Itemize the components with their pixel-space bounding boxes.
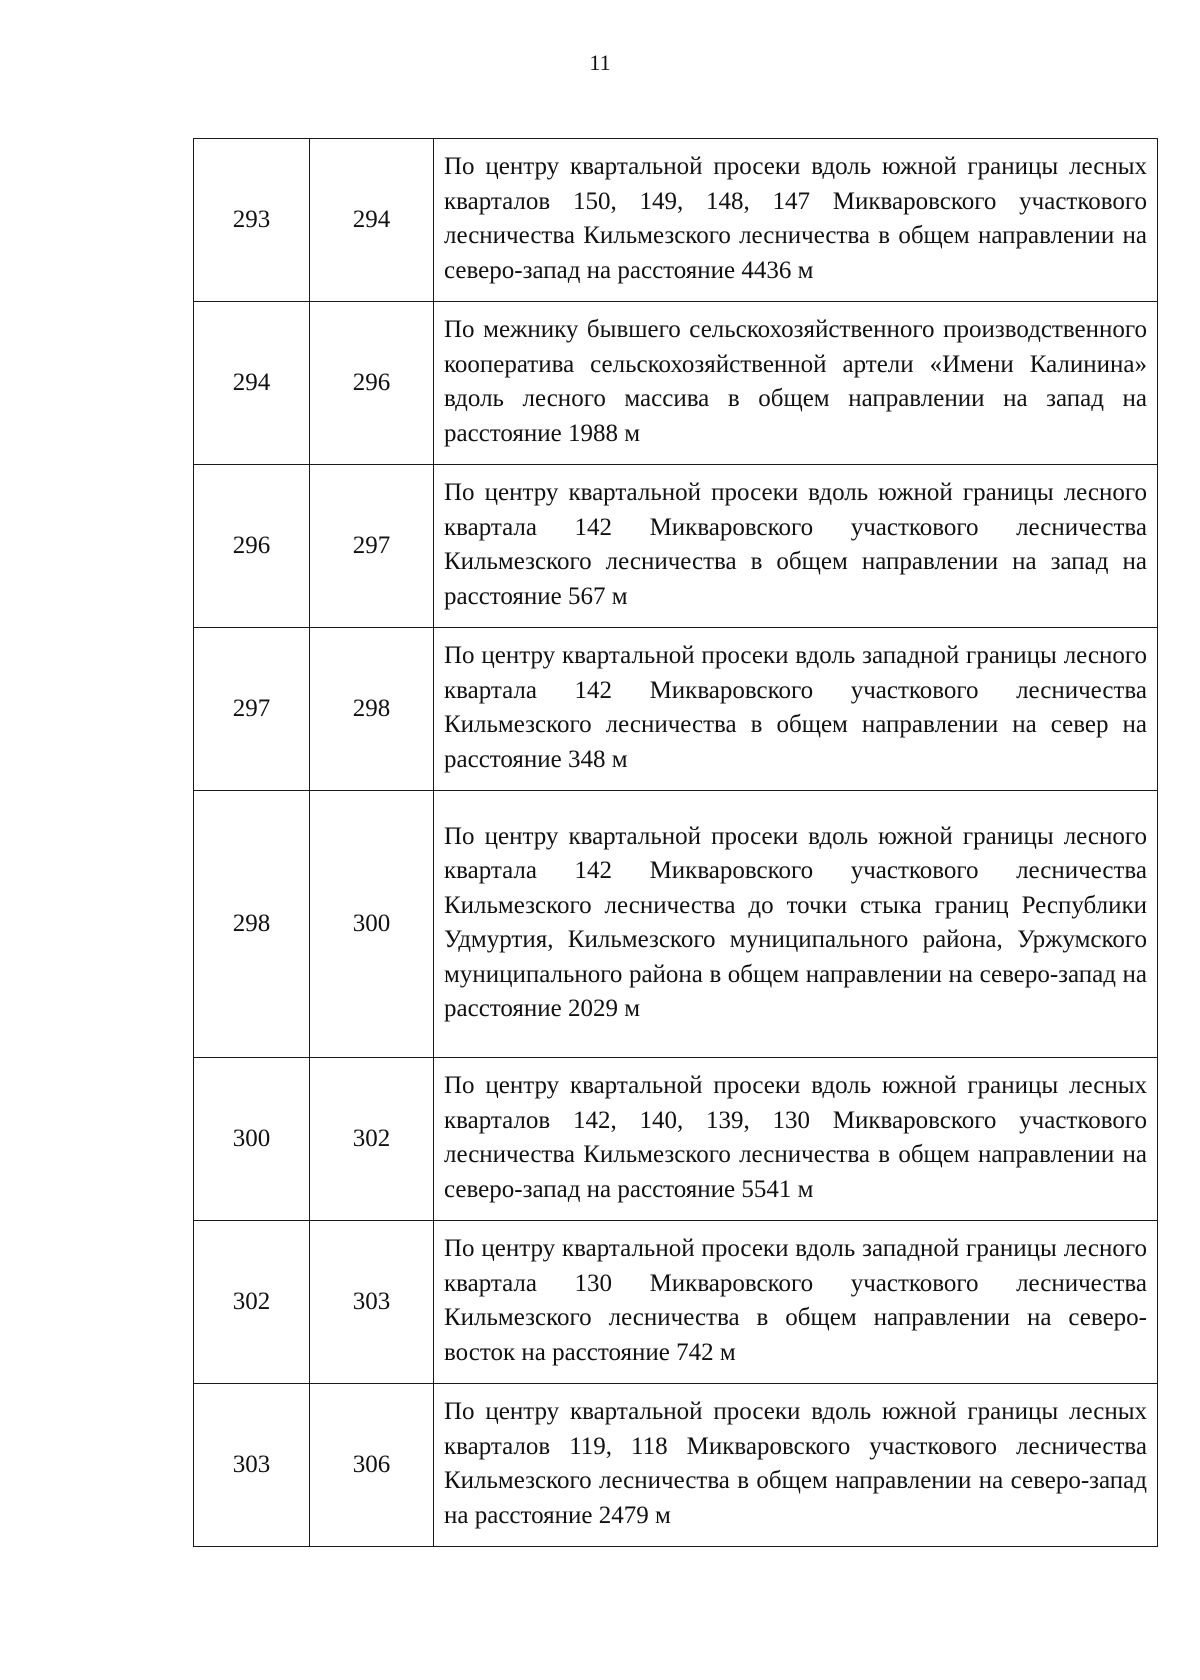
table-row xyxy=(194,628,1158,791)
page-number: 11 xyxy=(589,50,611,75)
start-point-cell: 296 xyxy=(194,465,310,628)
table-row xyxy=(194,1058,1158,1221)
boundary-description-cell: По центру квартальной просеки вдоль южной границы лесного квартала 142 Микваровского участкового лесничества Кильмезского лесничества до точки стыка границ Республики Удмуртия, Кильмезского муниципального района, Уржумского муниципального района в общем направлении на северо-запад на расстояние 2029 м xyxy=(434,791,1158,1058)
table-row xyxy=(194,1384,1158,1547)
table-row xyxy=(194,791,1158,1058)
start-point-cell: 293 xyxy=(194,139,310,302)
boundary-description-cell: По центру квартальной просеки вдоль южной границы лесных кварталов 142, 140, 139, 130 Микваровского участкового лесничества Кильмезского лесничества в общем направлении на северо-запад на расстояние 5541 м xyxy=(434,1058,1158,1221)
start-point-cell: 300 xyxy=(194,1058,310,1221)
end-point-cell: 298 xyxy=(310,628,434,791)
boundary-description-table xyxy=(193,138,1158,1547)
table-row xyxy=(194,139,1158,302)
end-point-cell: 303 xyxy=(310,1221,434,1384)
start-point-cell: 303 xyxy=(194,1384,310,1547)
table-row xyxy=(194,465,1158,628)
start-point-cell: 297 xyxy=(194,628,310,791)
boundary-description-cell: По центру квартальной просеки вдоль западной границы лесного квартала 142 Микваровского участкового лесничества Кильмезского лесничества в общем направлении на север на расстояние 348 м xyxy=(434,628,1158,791)
boundary-description-cell: По межнику бывшего сельскохозяйственного производственного кооператива сельскохозяйственной артели «Имени Калинина» вдоль лесного массива в общем направлении на запад на расстояние 1988 м xyxy=(434,302,1158,465)
start-point-cell: 294 xyxy=(194,302,310,465)
boundary-description-cell: По центру квартальной просеки вдоль западной границы лесного квартала 130 Микваровского участкового лесничества Кильмезского лесничества в общем направлении на северо-восток на расстояние 742 м xyxy=(434,1221,1158,1384)
boundary-description-cell: По центру квартальной просеки вдоль южной границы лесных кварталов 150, 149, 148, 147 Микваровского участкового лесничества Кильмезского лесничества в общем направлении на северо-запад на расстояние 4436 м xyxy=(434,139,1158,302)
end-point-cell: 297 xyxy=(310,465,434,628)
table-row xyxy=(194,302,1158,465)
end-point-cell: 300 xyxy=(310,791,434,1058)
end-point-cell: 294 xyxy=(310,139,434,302)
table-row xyxy=(194,1221,1158,1384)
boundary-description-cell: По центру квартальной просеки вдоль южной границы лесных кварталов 119, 118 Микваровского участкового лесничества Кильмезского лесничества в общем направлении на северо-запад на расстояние 2479 м xyxy=(434,1384,1158,1547)
end-point-cell: 296 xyxy=(310,302,434,465)
boundary-description-cell: По центру квартальной просеки вдоль южной границы лесного квартала 142 Микваровского участкового лесничества Кильмезского лесничества в общем направлении на запад на расстояние 567 м xyxy=(434,465,1158,628)
end-point-cell: 306 xyxy=(310,1384,434,1547)
end-point-cell: 302 xyxy=(310,1058,434,1221)
start-point-cell: 298 xyxy=(194,791,310,1058)
start-point-cell: 302 xyxy=(194,1221,310,1384)
